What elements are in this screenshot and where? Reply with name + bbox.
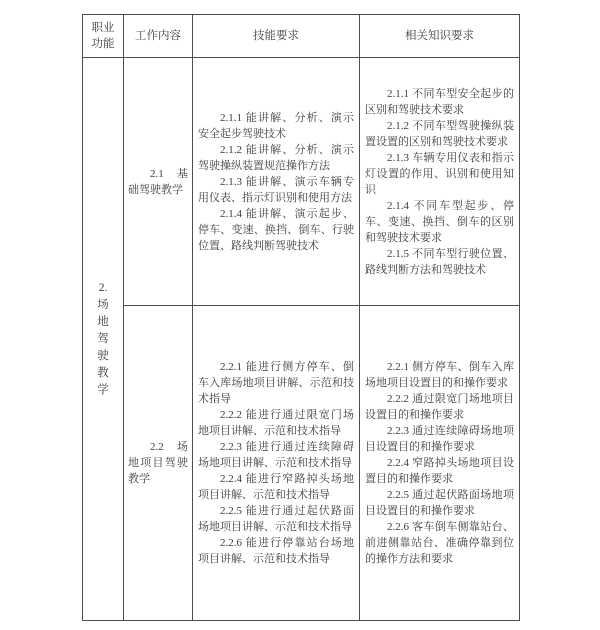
knowledge-item: 2.2.5 通过起伏路面场地项目设置目的和操作要求 — [365, 489, 514, 517]
knowledge-item: 2.1.2 不同车型驾驶操纵装置设置的区别和驾驶技术要求 — [365, 119, 514, 148]
header-occupational-function: 职业功能 — [83, 15, 124, 58]
occupational-standard-table — [82, 14, 520, 621]
knowledge-item: 2.1.5 不同车型行驶位置、路线判断方法和驾驶技术 — [365, 247, 514, 276]
table-row — [83, 306, 520, 621]
work-content-cell-2-1 — [124, 58, 193, 306]
table-header-row — [83, 15, 520, 58]
knowledge-cell-2-1 — [360, 58, 520, 306]
skill-item: 2.2.6 能进行停靠站台场地项目讲解、示范和技术指导 — [198, 537, 354, 565]
knowledge-item: 2.1.4 不同车型起步、停车、变速、换挡、倒车的区别和驾驶技术要求 — [365, 199, 514, 244]
skill-item: 2.2.1 能进行侧方停车、倒车入库场地项目讲解、示范和技术指导 — [198, 361, 354, 405]
work-content-label: 2.1 基础驾驶教学 — [128, 167, 188, 196]
skill-item: 2.1.2 能讲解、分析、演示驾驶操纵装置规范操作方法 — [198, 143, 354, 172]
work-content-cell-2-2 — [124, 306, 193, 621]
table-row — [83, 58, 520, 306]
knowledge-item: 2.2.1 侧方停车、倒车入库场地项目设置目的和操作要求 — [365, 361, 514, 389]
header-work-content: 工作内容 — [124, 15, 193, 58]
knowledge-cell-2-2 — [360, 306, 520, 621]
skills-cell-2-2 — [193, 306, 360, 621]
function-name: 场地驾驶教学 — [97, 298, 109, 396]
knowledge-item: 2.1.1 不同车型安全起步的区别和驾驶技术要求 — [365, 87, 514, 116]
work-content-label: 2.2 场地项目驾驶教学 — [128, 441, 188, 485]
skill-item: 2.1.1 能讲解、分析、演示安全起步驾驶技术 — [198, 111, 354, 140]
occupational-function-cell — [83, 58, 124, 621]
knowledge-item: 2.2.2 通过限宽门场地项目设置目的和操作要求 — [365, 393, 514, 421]
function-vertical-label — [96, 280, 110, 399]
skill-item: 2.2.5 能进行通过起伏路面场地项目讲解、示范和技术指导 — [198, 505, 354, 533]
skills-cell-2-1 — [193, 58, 360, 306]
skill-item: 2.2.3 能进行通过连续障碍场地项目讲解、示范和技术指导 — [198, 441, 354, 469]
skill-item: 2.1.4 能讲解、演示起步、停车、变速、换挡、倒车、行驶位置、路线判断驾驶技术 — [198, 207, 354, 252]
knowledge-item: 2.2.6 客车倒车侧靠站台、前进侧靠站台、准确停靠到位的操作方法和要求 — [365, 521, 514, 565]
header-knowledge-requirements: 相关知识要求 — [360, 15, 520, 58]
skill-item: 2.2.2 能进行通过限宽门场地项目讲解、示范和技术指导 — [198, 409, 354, 437]
knowledge-item: 2.2.4 窄路掉头场地项目设置目的和操作要求 — [365, 457, 514, 485]
skill-item: 2.1.3 能讲解、演示车辆专用仪表、指示灯识别和使用方法 — [198, 175, 354, 204]
header-skill-requirements: 技能要求 — [193, 15, 360, 58]
knowledge-item: 2.2.3 通过连续障碍场地项目设置目的和操作要求 — [365, 425, 514, 453]
function-number: 2. — [98, 281, 108, 294]
knowledge-item: 2.1.3 车辆专用仪表和指示灯设置的作用、识别和使用知识 — [365, 151, 514, 196]
skill-item: 2.2.4 能进行窄路掉头场地项目讲解、示范和技术指导 — [198, 473, 354, 501]
